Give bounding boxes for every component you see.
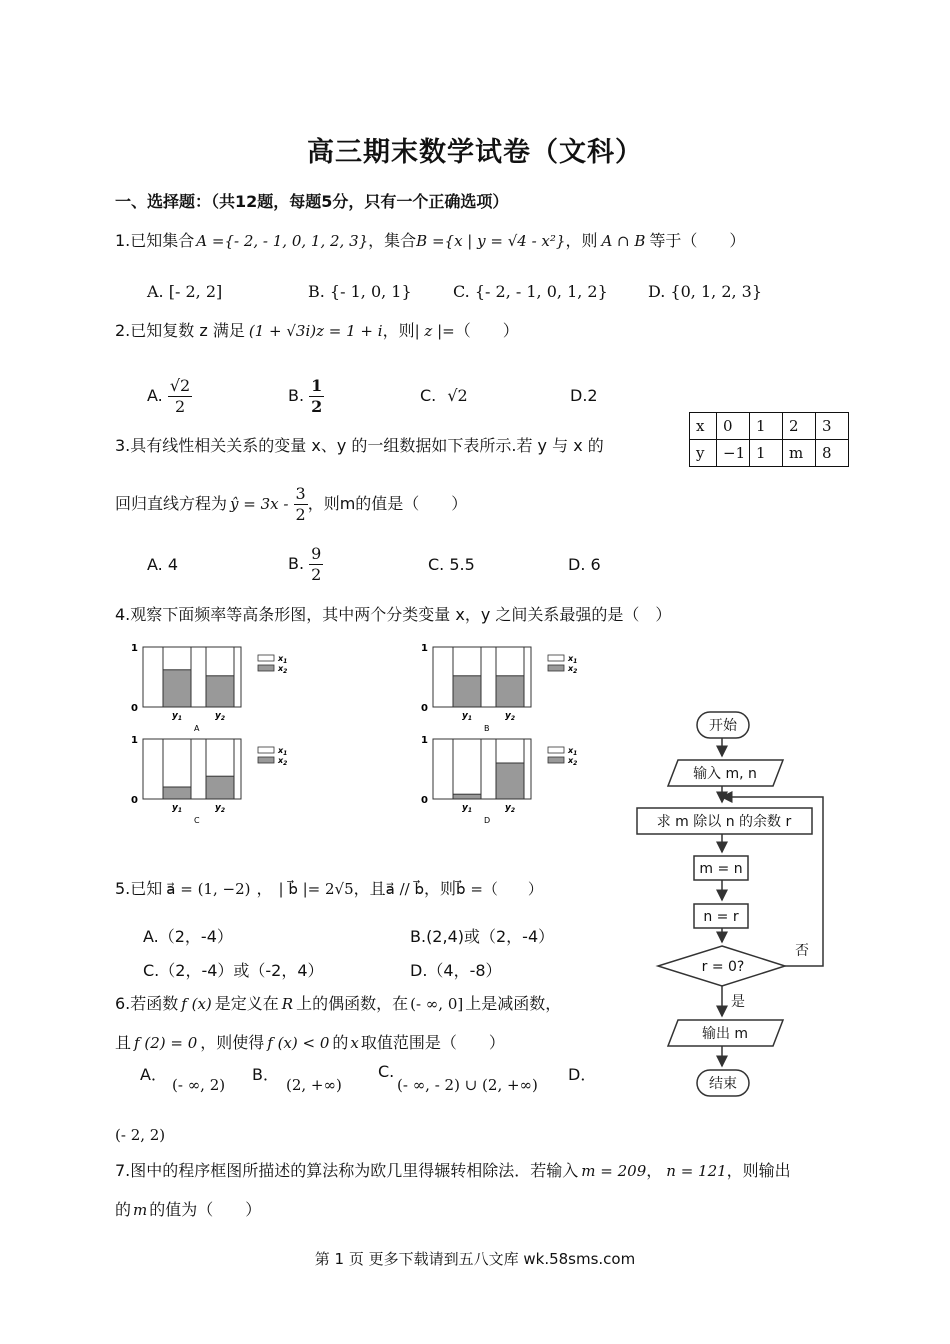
q3-data-table [689,412,849,467]
q3-prefix: 回归直线方程为 [115,494,228,513]
q6-option-d-value: (- 2, 2) [115,1126,166,1144]
chart-legend-label-x2: $x_2$ [278,756,288,767]
q3-line-1: 3.具有线性相关关系的变量 x、y 的一组数据如下表所示.若 y 与 x 的 [115,436,604,455]
q2-option-a-den: 2 [174,397,186,416]
q6-fx: f (x) [181,995,212,1013]
q2-option-b-num: 1 [311,376,323,395]
q2-then: ，则 [382,321,415,340]
chart-x-tick-y1: $y_1$ [462,803,473,814]
chart-bar-x2-y1 [453,794,481,799]
section-heading: 一、选择题：（共12题，每题5分，只有一个正确选项） [115,192,509,211]
q6-part-h: 取值范围是（ ） [360,1033,505,1052]
q2-option-b-fraction [309,376,324,417]
q2-equation: (1 + √3i)z = 1 + i [248,322,383,340]
flow-yes-label: 是 [731,994,745,1010]
chart-bar-x2-y2 [206,776,234,799]
chart-label: C [194,816,200,825]
flow-remainder-label: 求 m 除以 n 的余数 r [656,814,792,830]
q7-line-1 [115,1158,791,1181]
chart-y-tick-0: 0 [131,795,138,806]
q2-option-b-label: B. [288,386,305,405]
chart-label: A [194,724,200,733]
q1-then: ，则 [565,231,598,250]
q2-option-b-den: 2 [311,397,323,416]
q6-r: R [281,995,294,1013]
flow-no-label: 否 [795,943,809,959]
chart-legend-label-x2: $x_2$ [568,664,578,675]
chart-y-tick-1: 1 [421,643,428,654]
q2-option-a[interactable] [147,376,192,417]
q3-option-b[interactable] [288,544,323,585]
chart-label: B [484,724,490,733]
q6-inequality: f (x) < 0 [267,1034,330,1052]
chart-legend-label-x2: $x_2$ [568,756,578,767]
q2-option-a-label: A. [147,386,163,405]
chart-y-tick-0: 0 [421,795,428,806]
q7-n: n = 121 [666,1162,727,1180]
question-5: 5.已知 a⃗ = (1, −2) ， | b⃗ |= 2√5，且a⃗ // b⃗，则b⃗ =（ ） [115,879,543,898]
q7-text: 7.图中的程序框图所描述的算法称为欧几里得辗转相除法．若输入 [115,1161,579,1180]
table-cell: 0 [717,413,750,440]
chart-x-tick-y2: $y_2$ [505,803,516,814]
chart-bar-x2-y2 [496,763,524,799]
q3-line-2 [115,484,467,525]
q6-part-a: 6.若函数 [115,994,179,1013]
chart-legend-label-x1: $x_1$ [568,746,578,757]
chart-legend-label-x1: $x_1$ [278,654,288,665]
q6-option-b-value: (2, +∞) [286,1076,342,1094]
q3-regression: ŷ = 3x - [230,495,289,513]
chart-x-tick-y2: $y_2$ [215,803,226,814]
q6-option-a-value: (- ∞, 2) [172,1076,226,1094]
chart-label: D [484,816,491,825]
q3-option-c[interactable]: C. 5.5 [428,555,475,574]
q5-parallel: a⃗ // b⃗ [385,880,425,898]
q1-option-d[interactable]: D. {0, 1, 2, 3} [648,282,763,301]
chart-legend-swatch-x1 [548,655,564,661]
question-4: 4.观察下面频率等高条形图，其中两个分类变量 x，y 之间关系最强的是（ ） [115,605,672,624]
q5-option-a[interactable]: A.（2，-4） [143,927,233,946]
chart-legend-label-x2: $x_2$ [278,664,288,675]
chart-legend-label-x1: $x_1$ [568,654,578,665]
flow-end-label: 结束 [709,1076,737,1092]
q6-option-c-label[interactable]: C. [378,1062,395,1081]
q3-frac-num: 3 [295,484,306,503]
chart-bar-x2-y2 [496,676,524,707]
q3-option-b-label: B. [288,554,305,573]
q6-f2: f (2) = 0 [134,1034,198,1052]
q2-abs: | z |= [414,322,455,340]
q3-option-d[interactable]: D. 6 [568,555,601,574]
flow-input-label: 输入 m, n [693,766,757,782]
q6-option-b-label[interactable]: B． [252,1065,279,1084]
chart-x-tick-y1: $y_1$ [172,711,183,722]
q5-norm-b: | b⃗ |= 2√5 [278,880,354,898]
page-footer: 第 1 页 更多下载请到五八文库 wk.58sms.com [314,1250,636,1268]
q3-option-b-fraction [309,544,323,585]
q1-set-a: A ={- 2, - 1, 0, 1, 2, 3} [196,232,369,250]
chart-x-tick-y1: $y_1$ [172,803,183,814]
q1-option-b[interactable]: B. {- 1, 0, 1} [308,282,412,301]
q3-fraction [294,484,308,525]
q1-set-b: B ={x | y = √4 - x²} [416,232,566,250]
q6-option-d-label[interactable]: D． [568,1065,597,1084]
q3-tail: ，则m的值是（ ） [307,494,468,513]
table-cell: 1 [750,440,783,467]
q1-mid: ，集合 [368,231,417,250]
chart-legend-swatch-x2 [548,665,564,671]
table-row [690,413,849,440]
chart-bar-x2-y1 [163,670,191,707]
chart-legend-swatch-x2 [258,757,274,763]
table-cell: 3 [816,413,849,440]
q4-charts [125,635,625,830]
q1-option-c[interactable]: C. {- 2, - 1, 0, 1, 2} [453,282,608,301]
chart-x-tick-y1: $y_1$ [462,711,473,722]
q5-then: ，则 [424,879,457,898]
q2-option-a-fraction [168,376,192,417]
flow-decision-label: r = 0? [701,959,745,975]
q5-option-d[interactable]: D.（4，-8） [410,961,502,980]
table-cell: x [690,413,717,440]
q7-mv: m [133,1201,148,1219]
table-cell: m [783,440,816,467]
q5-option-b[interactable]: B.(2,4)或（2，-4） [410,927,555,946]
q2-option-c-value: √2 [447,386,468,405]
question-1 [115,228,745,251]
q2-option-c-label: C. [420,386,437,405]
chart-y-tick-1: 1 [421,735,428,746]
chart-y-tick-0: 0 [421,703,428,714]
q7-part-a: 的 [115,1200,132,1219]
q6-part-b: 是定义在 [214,994,279,1013]
chart-legend-swatch-x2 [548,757,564,763]
q3-frac-den: 2 [295,505,306,524]
table-cell: 1 [750,413,783,440]
table-cell: −1 [717,440,750,467]
q3-option-a[interactable]: A. 4 [147,555,179,574]
q6-part-c: 上的偶函数，在 [296,994,409,1013]
q7-tail: ，则输出 [726,1161,791,1180]
page-title: 高三期末数学试卷（文科） [307,137,643,168]
q6-part-d: 上是减函数， [465,994,562,1013]
q6-line-2 [115,1030,505,1053]
q1-expr: A ∩ B [601,232,646,250]
flowchart [630,700,835,1105]
q2-prefix: 2.已知复数 z 满足 [115,321,245,340]
q7-part-b: 的值为（ ） [149,1200,262,1219]
q2-option-d[interactable]: D.2 [570,386,598,405]
flow-assign-n-label: n = r [703,909,739,925]
chart-bar-x2-y2 [206,676,234,707]
table-cell: y [690,440,717,467]
q2-option-b[interactable] [288,376,324,417]
q5-prefix: 5.已知 [115,879,163,898]
q6-line-1 [115,991,561,1014]
q6-part-f: ，则使得 [200,1033,265,1052]
chart-bar-x2-y1 [453,676,481,707]
chart-y-tick-1: 1 [131,735,138,746]
q1-tail: 等于（ ） [649,231,746,250]
q5-option-c[interactable]: C.（2，-4）或（-2，4） [143,961,324,980]
q6-part-e: 且 [115,1033,132,1052]
chart-bar-x1-y1 [453,739,481,799]
chart-legend-swatch-x2 [258,665,274,671]
flow-start-label: 开始 [709,718,737,734]
q2-option-a-num: √2 [169,376,191,395]
q6-part-g: 的 [332,1033,349,1052]
table-cell: 8 [816,440,849,467]
q1-option-a[interactable]: A. [- 2, 2] [147,282,223,301]
q5-mid: ，且 [353,879,386,898]
chart-legend-swatch-x1 [258,655,274,661]
q2-tail: （ ） [454,321,519,340]
q5-vector-a: a⃗ = (1, −2) [166,880,251,898]
q7-m: m = 209 [581,1162,647,1180]
question-2 [115,318,519,341]
flow-output-label: 输出 m [701,1026,749,1042]
chart-y-tick-1: 1 [131,643,138,654]
q7-line-2 [115,1197,261,1220]
q3-option-b-num: 9 [311,544,322,563]
q7-comma: ， [646,1161,663,1180]
q6-option-a-label[interactable]: A． [140,1065,167,1084]
q3-option-b-den: 2 [311,565,322,584]
q1-prefix: 1.已知集合 [115,231,195,250]
table-cell: 2 [783,413,816,440]
q6-option-c-value: (- ∞, - 2) ∪ (2, +∞) [397,1076,538,1094]
q2-option-c[interactable] [420,386,468,405]
flow-assign-m-label: m = n [699,861,743,877]
chart-x-tick-y2: $y_2$ [505,711,516,722]
table-row [690,440,849,467]
q6-x: x [350,1034,359,1052]
chart-legend-label-x1: $x_1$ [278,746,288,757]
chart-legend-swatch-x1 [258,747,274,753]
chart-legend-swatch-x1 [548,747,564,753]
q5-question: b⃗ =（ ） [456,880,543,898]
chart-y-tick-0: 0 [131,703,138,714]
q6-interval: (- ∞, 0] [410,995,464,1013]
chart-x-tick-y2: $y_2$ [215,711,226,722]
chart-bar-x2-y1 [163,787,191,799]
